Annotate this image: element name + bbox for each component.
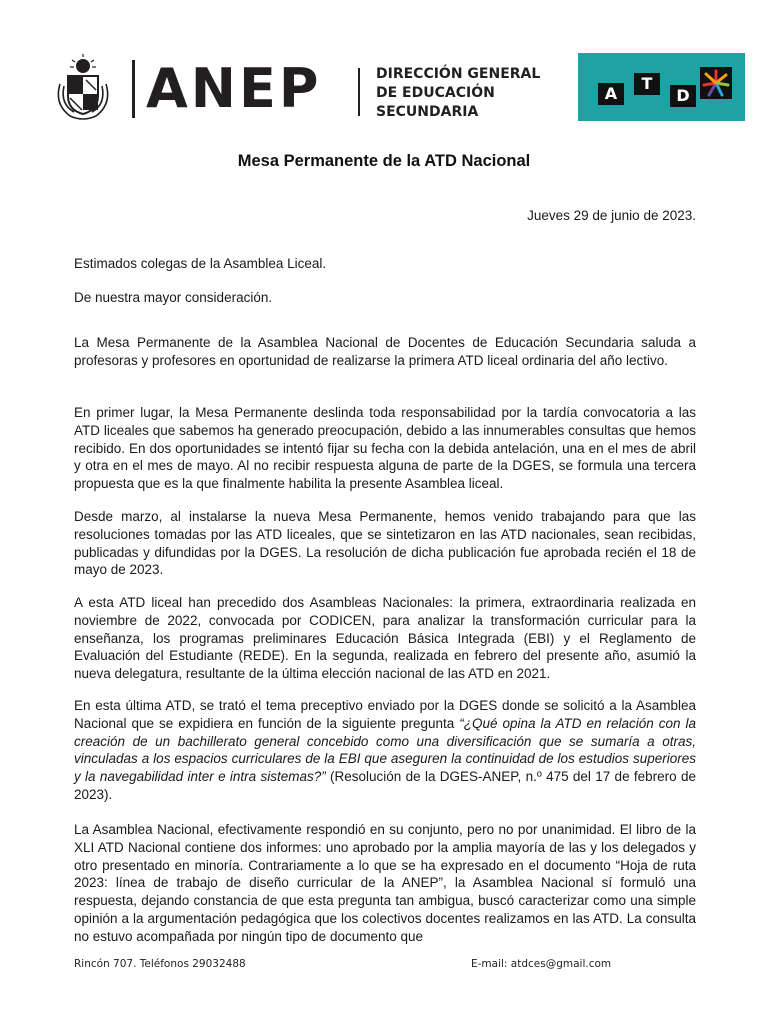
atd-letter: T bbox=[634, 73, 660, 95]
body-paragraph: En primer lugar, la Mesa Permanente deslinda toda responsabilidad por la tardía convocatoria a las ATD liceales que sabemos ha generado preocupación, debido a las innumerables consultas que hemos recibido. En dos oportunidades se intentó fijar su fecha con la debida antelación, una en el mes de abril y otra en el mes de mayo. Al no recibir respuesta alguna de parte de la DGES, se formula una tercera propuesta que es la que finalmente habilita la presente Asamblea liceal. bbox=[74, 405, 696, 492]
letterhead bbox=[28, 52, 746, 124]
document-title: Mesa Permanente de la ATD Nacional bbox=[237, 152, 531, 170]
salutation: De nuestra mayor consideración. bbox=[74, 290, 273, 305]
footer-address: Rincón 707. Teléfonos 29032488 bbox=[74, 958, 246, 970]
logo-divider bbox=[132, 60, 135, 118]
organization-line: SECUNDARIA bbox=[376, 104, 479, 120]
organization-line: DIRECCIÓN GENERAL bbox=[376, 66, 541, 82]
body-paragraph bbox=[74, 697, 696, 804]
paragraph-citation: (Resolución de la DGES-ANEP, n.º 475 del 17 de febrero de 2023). bbox=[74, 769, 696, 802]
atd-letter: D bbox=[670, 85, 696, 107]
body-paragraph: A esta ATD liceal han precedido dos Asambleas Nacionales: la primera, extraordinaria realizada en noviembre de 2022, convocada por CODICEN, para analizar la transformación curricular para la enseñanza, los programas preliminares Educación Básica Integrada (EBI) y el Reglamento de Evaluación del Estudiante (REDE). En la segunda, realizada en febrero del presente año, asumió la nueva delegatura, resultante de la última elección nacional de las ATD en 2021. bbox=[74, 595, 696, 682]
body-paragraph: La Asamblea Nacional, efectivamente respondió en su conjunto, pero no por unanimidad. El libro de la XLI ATD Nacional contiene dos informes: uno aprobado por la amplia mayoría de las y los delegados y otro presentado en minoría. Contrariamente a lo que se ha expresado en el documento “Hoja de ruta 2023: línea de trabajo de diseño curricular de la ANEP”, la Asamblea Nacional sí formuló una respuesta, dejando constancia de que esta pregunta tan ambigua, buscó caracterizar como una simple opinión a la argumentación pedagógica que los colectivos docentes realizamos en las ATD. La consulta no estuvo acompañada por ningún tipo de documento que bbox=[74, 822, 696, 944]
quoted-question: “¿Qué opina la ATD en relación con la creación de un bachillerato general concebido como una diversificación que se sumaría a otras, vinculadas a los espacios curriculares de la EBI que aseguren la continuidad de los estudios superiores y la navegabilidad inter e intra sistemas?” bbox=[74, 715, 696, 785]
greeting: Estimados colegas de la Asamblea Liceal. bbox=[74, 256, 327, 271]
atd-letter: A bbox=[598, 83, 624, 105]
footer-email: E-mail: atdces@gmail.com bbox=[471, 958, 612, 970]
paragraph-lead: En esta última ATD, se trató el tema preceptivo enviado por la DGES donde se solicitó a la Asamblea Nacional que se expidiera en función de la siguiente pregunta bbox=[74, 698, 696, 731]
body-paragraph: La Mesa Permanente de la Asamblea Nacional de Docentes de Educación Secundaria saluda a profesoras y profesores en oportunidad de realizarse la primera ATD liceal ordinaria del año lectivo. bbox=[74, 335, 696, 368]
organization-name bbox=[376, 65, 540, 122]
organization-line: DE EDUCACIÓN bbox=[376, 85, 495, 101]
atd-logo bbox=[578, 53, 745, 121]
body-paragraph: Desde marzo, al instalarse la nueva Mesa Permanente, hemos venido trabajando para que las resoluciones tomadas por las ATD liceales, que se sintetizaron en las ATD nacionales, sean recibidas, publicadas y difundidas por la DGES. La resolución de dicha publicación fue aprobada recién el 18 de mayo de 2023. bbox=[74, 509, 696, 578]
atd-star-icon bbox=[700, 67, 732, 99]
anep-logo-text: ANEP bbox=[146, 57, 322, 120]
uruguay-seal-icon bbox=[50, 54, 116, 122]
document-date: Jueves 29 de junio de 2023. bbox=[527, 208, 696, 223]
logo-divider bbox=[358, 68, 360, 116]
